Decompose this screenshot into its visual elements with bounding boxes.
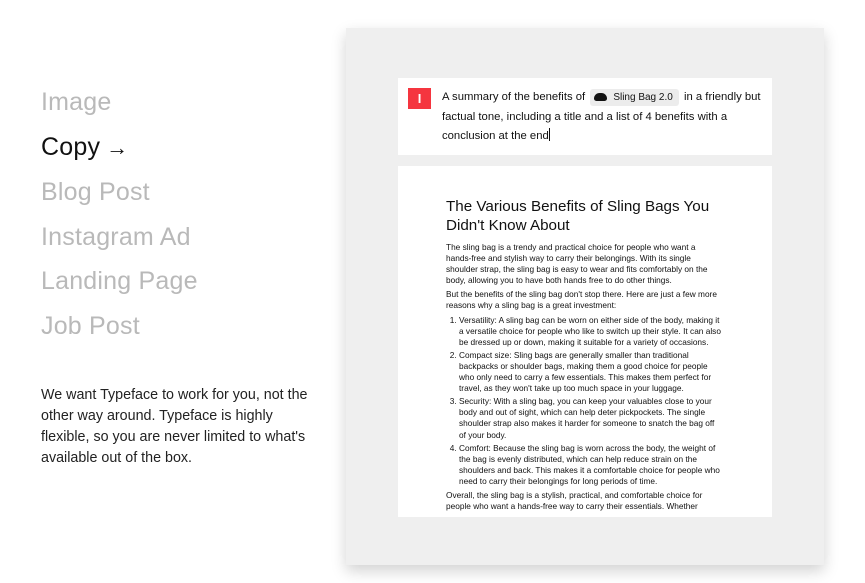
prompt-text-after: in a friendly but factual tone, including a title and a list of 4 benefits with a conclusion at the end — [442, 91, 761, 142]
nav-item-label: Instagram Ad — [41, 222, 191, 251]
marketing-blurb: We want Typeface to work for you, not the other way around. Typeface is highly flexible, so you are never limited to what's available out of the box. — [41, 387, 308, 467]
nav-item-label: Image — [41, 88, 112, 116]
document-intro: The sling bag is a trendy and practical choice for people who want a hands-free and stylish way to carry their belongings. With its single shoulder strap, the sling bag is easy to wear and fits comfortably on the body, allowing you to have both hands free to do other things. — [446, 242, 708, 286]
generated-document — [398, 166, 772, 517]
document-title: The Various Benefits of Sling Bags You Didn't Know About — [446, 198, 710, 234]
nav-item-landing-page[interactable] — [41, 259, 198, 304]
benefits-list — [446, 315, 721, 487]
text-cursor — [549, 128, 550, 141]
nav-item-instagram-ad[interactable] — [41, 215, 198, 260]
list-item: 2. Compact size: Sling bags are generally smaller than traditional backpacks or shoulder bags, making them a good choice for people who only need to carry a few essentials. This makes them perfect for travel, as they won't take up too much space in your luggage. — [459, 350, 721, 394]
nav-item-job-post[interactable] — [41, 304, 198, 349]
prompt-input[interactable] — [398, 78, 772, 155]
list-item: 1. Versatility: A sling bag can be worn on either side of the body, making it a versatile choice for people who like to switch up their style. It can also be dressed up or down, making it suitable for a variety of occasions. — [459, 315, 721, 348]
prompt-text[interactable] — [442, 88, 767, 147]
list-item: 3. Security: With a sling bag, you can keep your valuables close to your body and out of sight, which can help deter pickpockets. The single shoulder strap also makes it harder for someone to snatch the bag off of your body. — [459, 396, 721, 440]
content-type-nav — [41, 80, 198, 348]
nav-item-label: Job Post — [41, 311, 140, 340]
nav-item-copy[interactable] — [41, 125, 198, 171]
list-item: 4. Comfort: Because the sling bag is worn across the body, the weight of the bag is evenly distributed, which can help reduce strain on the shoulders and back. This makes it a comfortable choice for people who need to carry their belongings for long periods of time. — [459, 443, 721, 487]
document-lead: But the benefits of the sling bag don't stop there. Here are just a few more reasons why a sling bag is a great investment: — [446, 289, 717, 311]
nav-item-label: Landing Page — [41, 267, 198, 295]
preview-panel — [346, 28, 824, 565]
arrow-right-icon: → — [106, 134, 129, 160]
nav-item-label: Copy — [41, 132, 101, 161]
nav-item-image[interactable] — [41, 80, 198, 125]
nav-item-label: Blog Post — [41, 178, 150, 206]
prompt-text-before: A summary of the benefits of — [442, 91, 586, 103]
typeface-logo-icon: I — [408, 88, 431, 109]
product-chip[interactable] — [590, 89, 679, 106]
product-chip-label: Sling Bag 2.0 — [613, 92, 673, 103]
bag-icon — [594, 93, 607, 101]
document-conclusion: Overall, the sling bag is a stylish, practical, and comfortable choice for people who want a hands-free way to carry their essentials. Whether — [446, 489, 703, 512]
nav-item-blog-post[interactable] — [41, 170, 198, 215]
